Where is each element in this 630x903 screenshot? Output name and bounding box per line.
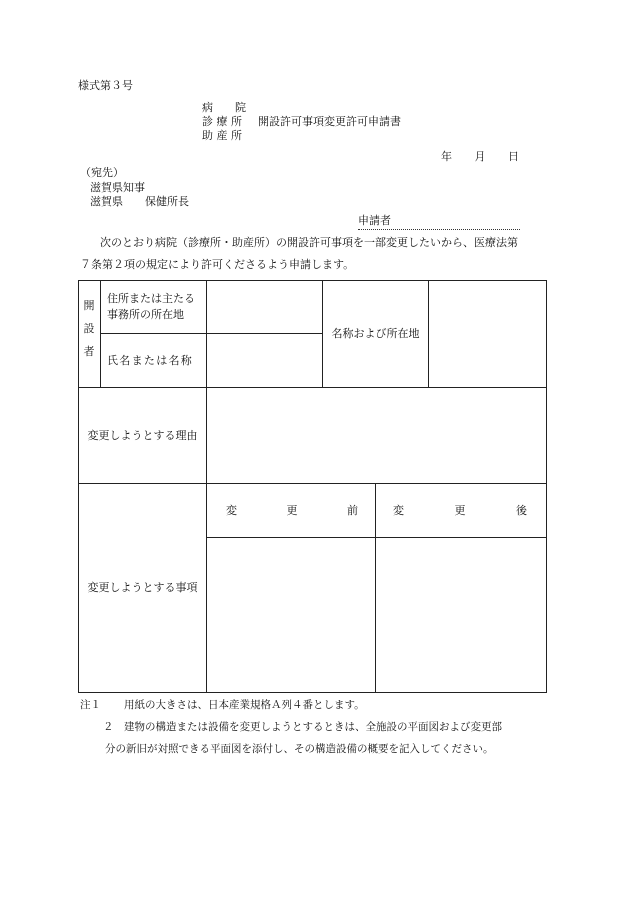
founder-label: 開 設 者 — [83, 299, 95, 358]
change-reason-label: 変更しようとする理由 — [87, 428, 198, 442]
title-facility-clinic: 診 療 所 — [202, 115, 242, 128]
body-text-line1: 次のとおり病院（診療所・助産所）の開設許可事項を一部変更したいから、医療法第 — [100, 236, 518, 249]
date-day-label: 日 — [508, 150, 519, 163]
document-title: 開設許可事項変更許可申請書 — [258, 115, 401, 128]
founder-address-field[interactable] — [207, 281, 322, 333]
title-facility-hospital: 病 院 — [202, 101, 246, 114]
note1-number: 注１ — [80, 699, 101, 711]
founder-address-label: 住所または主たる事務所の所在地 — [107, 292, 195, 321]
applicant-signature-line — [358, 229, 520, 230]
date-year-label: 年 — [441, 150, 452, 163]
body-text-line2: ７条第２項の規定により許可くださるよう申請します。 — [80, 258, 355, 271]
note2-number: ２ — [103, 721, 114, 733]
note2-text-line2: 分の新旧が対照できる平面図を添付し、その構造設備の概要を記入してください。 — [105, 743, 494, 755]
addressee-health-center: 滋賀県 保健所長 — [90, 195, 189, 208]
table-divider — [100, 280, 101, 387]
before-change-header: 変 更 前 — [226, 503, 358, 517]
date-month-label: 月 — [474, 150, 486, 163]
facility-name-location-field[interactable] — [429, 281, 545, 387]
date-field — [441, 151, 519, 162]
after-change-field[interactable] — [376, 538, 545, 691]
addressee-governor: 滋賀県知事 — [90, 181, 145, 194]
after-change-header: 変 更 後 — [393, 503, 527, 517]
founder-name-field[interactable] — [207, 334, 322, 387]
founder-name-label: 氏名または名称 — [107, 353, 194, 367]
facility-name-location-label: 名称および所在地 — [331, 327, 420, 341]
addressee-label: （宛先） — [80, 166, 124, 179]
applicant-label: 申請者 — [358, 214, 391, 227]
change-items-label: 変更しようとする事項 — [87, 580, 198, 594]
form-number: 様式第３号 — [78, 79, 133, 92]
note1-text: 用紙の大きさは、日本産業規格Ａ列４番とします。 — [124, 699, 365, 711]
before-change-field[interactable] — [207, 538, 375, 691]
change-reason-field[interactable] — [207, 388, 545, 483]
title-facility-midwifery: 助 産 所 — [202, 129, 242, 142]
note2-text-line1: 建物の構造または設備を変更しようとするときは、全施設の平面図および変更部 — [124, 721, 502, 733]
